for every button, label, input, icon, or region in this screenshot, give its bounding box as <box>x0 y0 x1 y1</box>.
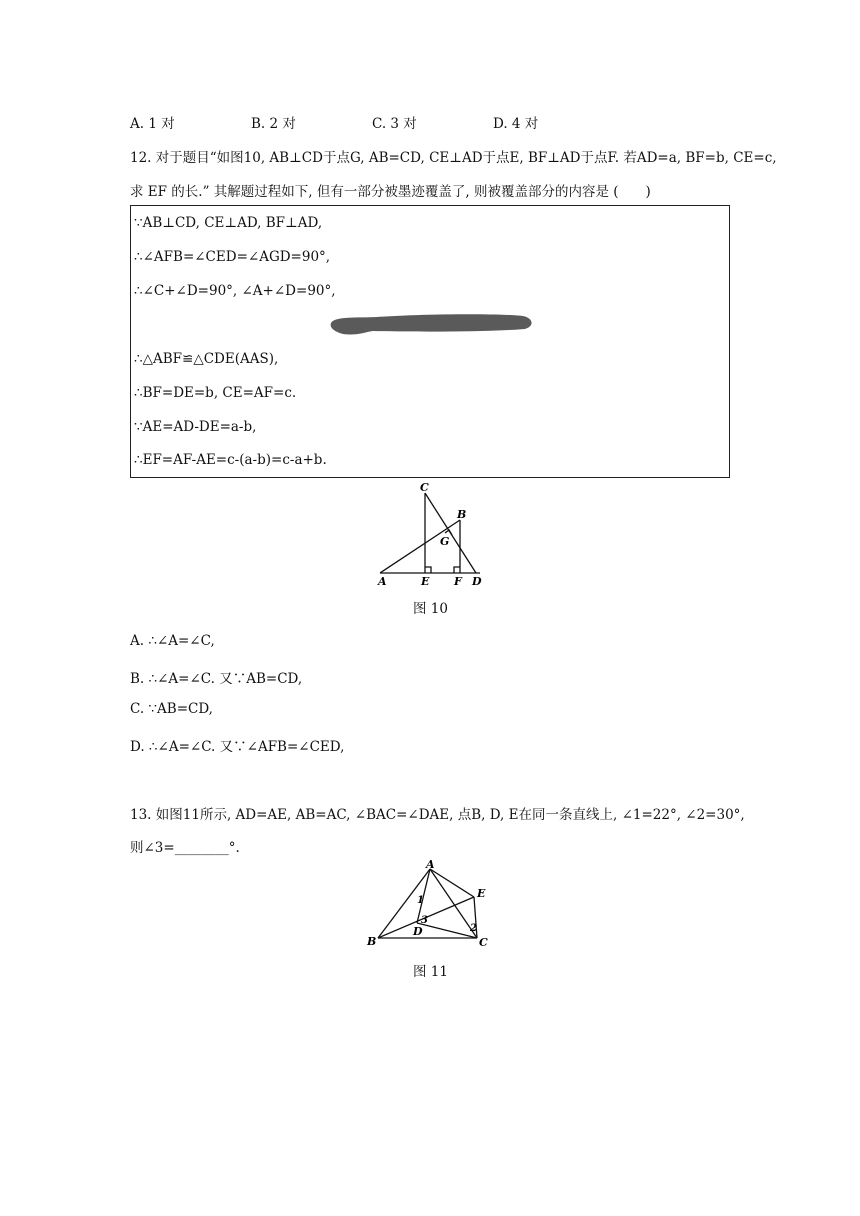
q12-stem-line1: 12. 对于题目“如图10, AB⊥CD于点G, AB=CD, CE⊥AD于点E, BF⊥AD于点F. 若AD=a, BF=b, CE=c, <box>130 150 777 166</box>
option-d: D. 4 对 <box>493 116 539 132</box>
q12-option-c: C. ∵AB=CD, <box>130 701 213 717</box>
q12-option-d: D. ∴∠A=∠C. 又∵∠AFB=∠CED, <box>130 739 345 755</box>
ink-blot <box>327 310 537 336</box>
label-A: A <box>426 860 435 871</box>
label-B: B <box>457 508 467 521</box>
q12-option-a: A. ∴∠A=∠C, <box>130 633 215 649</box>
line-AE <box>430 869 474 897</box>
angle-label-1: 1 <box>417 895 424 906</box>
option-c: C. 3 对 <box>372 116 417 132</box>
label-D: D <box>472 575 482 588</box>
option-b: B. 2 对 <box>251 116 296 132</box>
label-E: E <box>477 887 486 900</box>
label-C: C <box>479 936 488 949</box>
label-F: F <box>454 575 462 588</box>
label-A: A <box>378 575 387 588</box>
label-G: G <box>440 535 450 548</box>
q12-stem-line2: 求 EF 的长.” 其解题过程如下, 但有一部分被墨迹覆盖了, 则被覆盖部分的内容是 ( ) <box>130 184 651 200</box>
proof-line-2: ∴∠AFB=∠CED=∠AGD=90°, <box>134 249 331 265</box>
q12-option-b: B. ∴∠A=∠C. 又∵AB=CD, <box>130 671 303 687</box>
label-D: D <box>413 925 423 938</box>
figure-10 <box>370 478 500 588</box>
figure-11 <box>362 860 502 952</box>
figure-11-caption: 图 11 <box>413 964 448 980</box>
q13-stem-line2: 则∠3=________°. <box>130 840 240 856</box>
q12-proof-box <box>130 205 730 478</box>
angle-label-3: 3 <box>421 915 428 926</box>
label-B: B <box>367 935 377 948</box>
proof-line-7: ∴EF=AF-AE=c-(a-b)=c-a+b. <box>134 452 327 468</box>
proof-line-3: ∴∠C+∠D=90°, ∠A+∠D=90°, <box>134 283 336 299</box>
proof-line-4: ∴△ABF≌△CDE(AAS), <box>134 351 279 367</box>
proof-line-1: ∵AB⊥CD, CE⊥AD, BF⊥AD, <box>134 215 323 231</box>
q13-stem-line1: 13. 如图11所示, AD=AE, AB=AC, ∠BAC=∠DAE, 点B, D, E在同一条直线上, ∠1=22°, ∠2=30°, <box>130 807 745 823</box>
right-angle-E <box>425 567 431 573</box>
label-E: E <box>421 575 430 588</box>
right-angle-F <box>454 567 460 573</box>
label-C: C <box>420 481 429 494</box>
figure-10-caption: 图 10 <box>413 601 448 617</box>
angle-label-2: 2 <box>470 923 477 934</box>
proof-line-6: ∵AE=AD-DE=a-b, <box>134 419 257 435</box>
option-a: A. 1 对 <box>130 116 175 132</box>
proof-line-5: ∴BF=DE=b, CE=AF=c. <box>134 385 297 401</box>
